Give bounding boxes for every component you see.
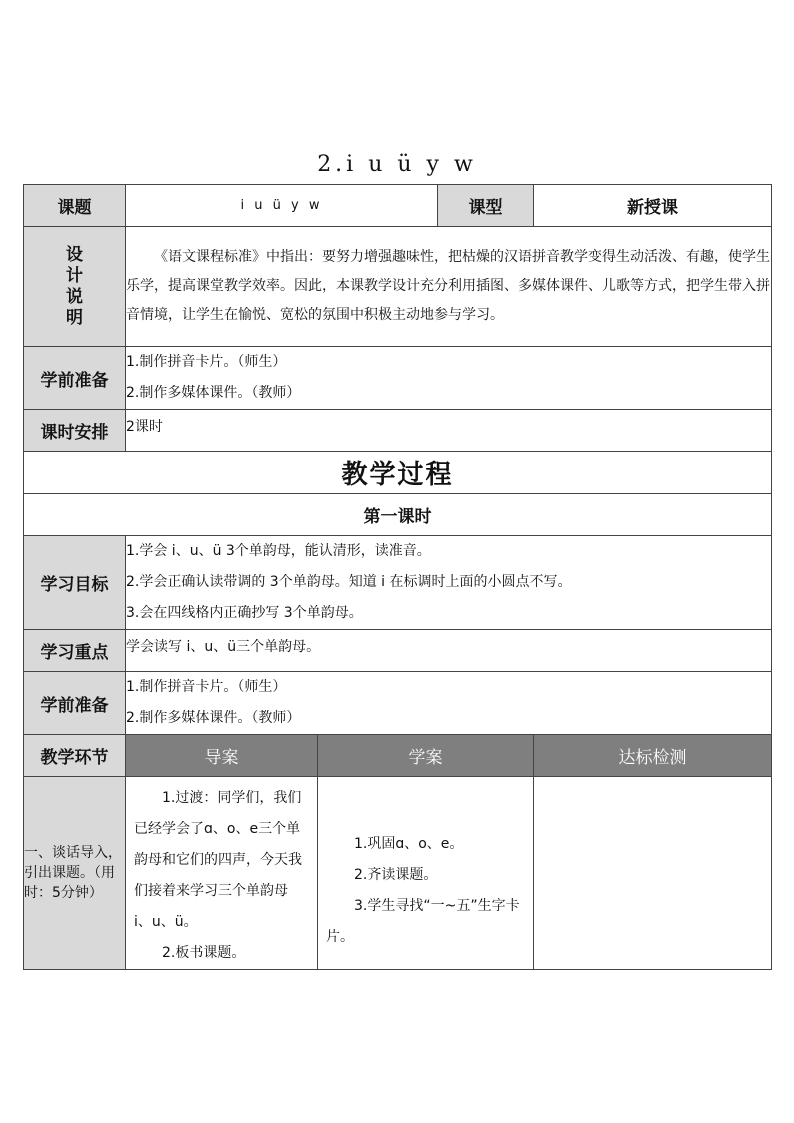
topic-label: 课题 <box>24 185 126 227</box>
topic-value: i u ü y w <box>126 185 438 227</box>
study-item: 1.巩固ɑ、o、e。 <box>354 836 464 852</box>
design-label <box>24 227 126 347</box>
lesson1-title-row <box>24 494 772 536</box>
prep-label: 学前准备 <box>24 347 126 410</box>
check-column-header: 达标检测 <box>534 735 772 777</box>
stage-cell: 一、谈话导入，引出课题。（用时：5分钟） <box>24 777 126 970</box>
prep-row <box>24 347 772 410</box>
prep-item: 1.制作拼音卡片。（师生） <box>126 354 287 370</box>
topic-row <box>24 185 772 227</box>
table-row <box>24 777 772 970</box>
columns-header-row <box>24 735 772 777</box>
focus-value: 学会读写 i、u、ü三个单韵母。 <box>126 630 772 672</box>
design-label-char: 设 <box>66 244 83 265</box>
document-title: 2.i u ü y w <box>317 152 477 177</box>
goals-label: 学习目标 <box>24 536 126 630</box>
design-text: 《语文课程标准》中指出：要努力增强趣味性，把枯燥的汉语拼音教学变得生动活泼、有趣，使学生乐学，提高课堂教学效率。因此，本课教学设计充分利用插图、多媒体课件、儿歌等方式，把学生带入拼音情境，让学生在愉悦、宽松的氛围中积极主动地参与学习。 <box>126 249 770 323</box>
goals-list <box>126 536 772 630</box>
guide-column-header: 导案 <box>126 735 318 777</box>
design-row <box>24 227 772 347</box>
process-title-row <box>24 452 772 494</box>
lesson1-title: 第一课时 <box>24 494 772 536</box>
stage-column-header: 教学环节 <box>24 735 126 777</box>
design-label-char: 说 <box>66 286 83 307</box>
study-item: 3.学生寻找“一~五”生字卡片。 <box>326 898 520 945</box>
guide-item: 1.过渡：同学们，我们已经学会了ɑ、o、e三个单韵母和它们的四声，今天我们接着来学习三个单韵母 i、u、ü。 <box>134 790 302 930</box>
goal-item: 2.学会正确认读带调的 3个单韵母。知道 i 在标调时上面的小圆点不写。 <box>126 574 572 590</box>
study-cell <box>318 777 534 970</box>
prep-item: 2.制作多媒体课件。（教师） <box>126 710 301 726</box>
study-column-header: 学案 <box>318 735 534 777</box>
goal-item: 1.学会 i、u、ü 3个单韵母，能认清形，读准音。 <box>126 543 431 559</box>
focus-label: 学习重点 <box>24 630 126 672</box>
focus-row <box>24 630 772 672</box>
schedule-label: 课时安排 <box>24 410 126 452</box>
lesson1-prep-label: 学前准备 <box>24 672 126 735</box>
design-label-char: 计 <box>66 265 83 286</box>
goal-item: 3.会在四线格内正确抄写 3个单韵母。 <box>126 605 363 621</box>
prep-item: 1.制作拼音卡片。（师生） <box>126 679 287 695</box>
guide-item: 2.板书课题。 <box>162 945 246 961</box>
lesson-plan-table <box>23 184 772 970</box>
guide-cell <box>126 777 318 970</box>
design-label-char: 明 <box>66 307 83 328</box>
design-text-cell <box>126 227 772 347</box>
process-title: 教学过程 <box>24 452 772 494</box>
study-item: 2.齐读课题。 <box>354 867 438 883</box>
prep-item: 2.制作多媒体课件。（教师） <box>126 385 301 401</box>
prep-list <box>126 347 772 410</box>
type-value: 新授课 <box>534 185 772 227</box>
lesson1-prep-row <box>24 672 772 735</box>
schedule-value: 2课时 <box>126 410 772 452</box>
type-label: 课型 <box>438 185 534 227</box>
schedule-row <box>24 410 772 452</box>
check-cell <box>534 777 772 970</box>
goals-row <box>24 536 772 630</box>
lesson1-prep-list <box>126 672 772 735</box>
